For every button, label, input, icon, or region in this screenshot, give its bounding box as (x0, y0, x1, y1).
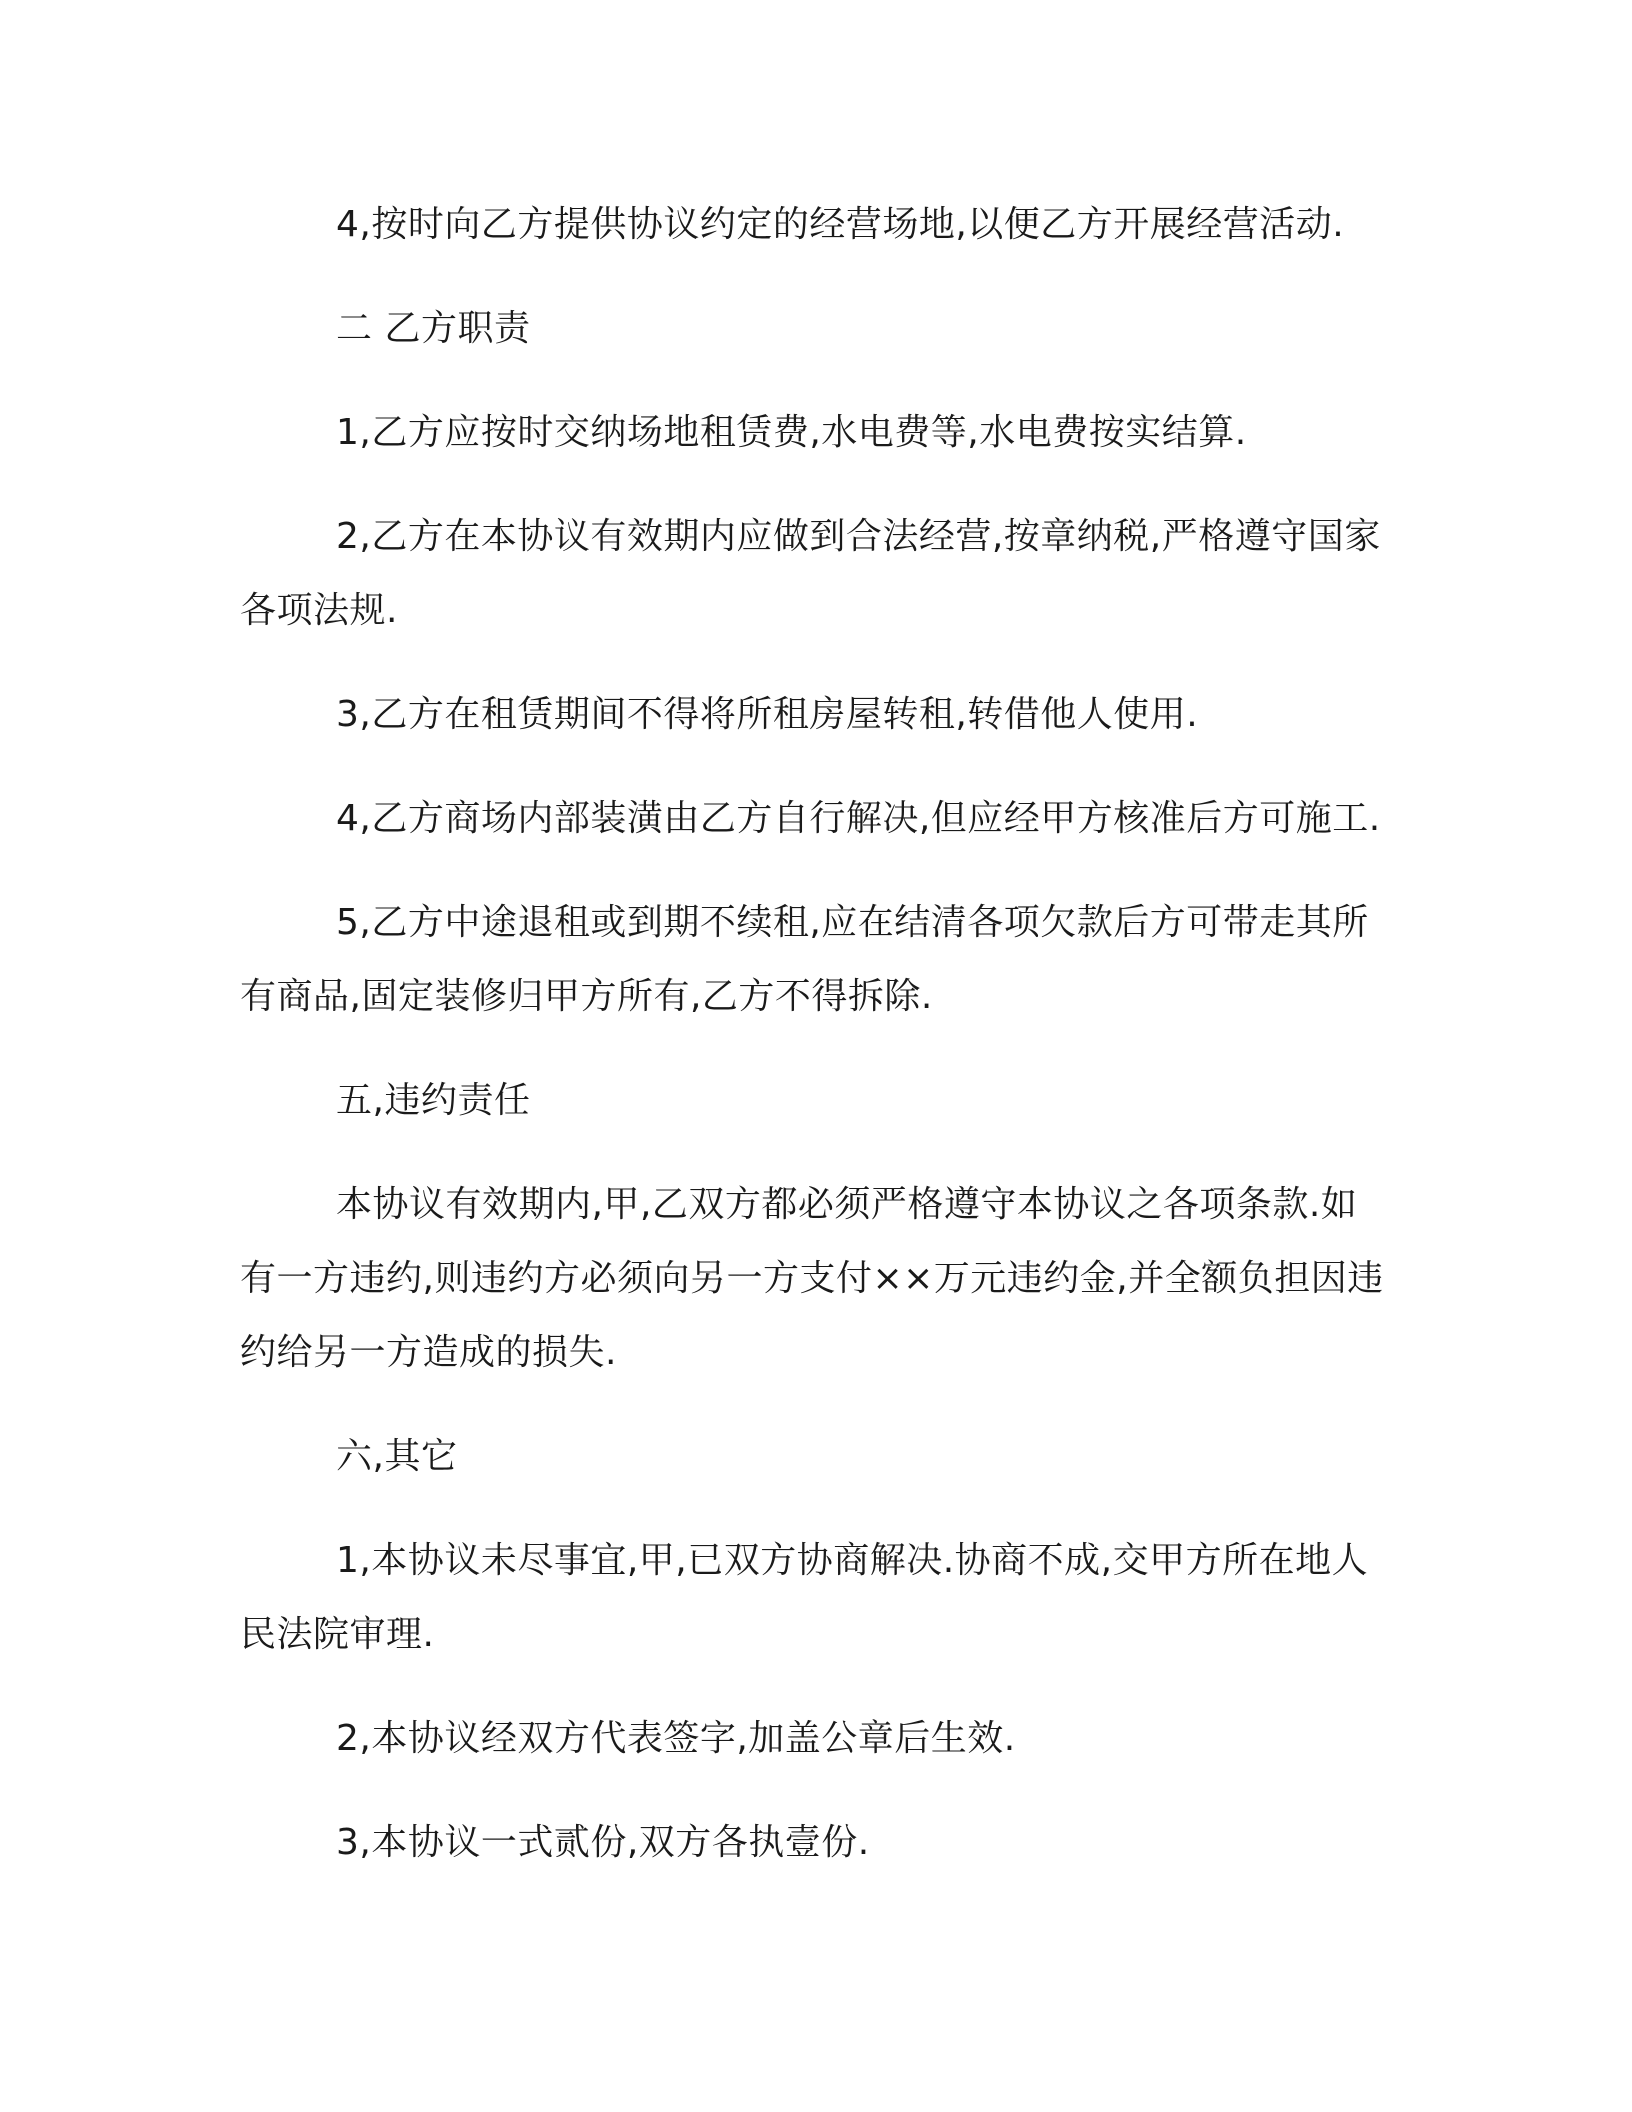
clause-b4: 4,乙方商场内部装潢由乙方自行解决,但应经甲方核准后方可施工. (336, 798, 1381, 839)
section-heading-party-b-duties: 二 乙方职责 (336, 308, 531, 349)
clause-breach: 本协议有效期内,甲,乙双方都必须严格遵守本协议之各项条款.如有一方违约,则违约方必须向另一方支付××万元违约金,并全额负担因违约给另一方造成的损失. (240, 1184, 1384, 1373)
clause-b3: 3,乙方在租赁期间不得将所租房屋转租,转借他人使用. (336, 694, 1199, 735)
clause-other-1: 1,本协议未尽事宜,甲,已双方协商解决.协商不成,交甲方所在地人民法院审理. (240, 1540, 1369, 1655)
section-heading-breach: 五,违约责任 (336, 1080, 531, 1121)
clause-b5: 5,乙方中途退租或到期不续租,应在结清各项欠款后方可带走其所有商品,固定装修归甲方所有,乙方不得拆除. (240, 902, 1369, 1017)
clause-other-3: 3,本协议一式贰份,双方各执壹份. (336, 1822, 870, 1863)
clause-other-2: 2,本协议经双方代表签字,加盖公章后生效. (336, 1718, 1016, 1759)
clause-b1: 1,乙方应按时交纳场地租赁费,水电费等,水电费按实结算. (336, 412, 1247, 453)
clause-a4: 4,按时向乙方提供协议约定的经营场地,以便乙方开展经营活动. (336, 204, 1345, 245)
document-body (240, 188, 1390, 1910)
clause-b2: 2,乙方在本协议有效期内应做到合法经营,按章纳税,严格遵守国家各项法规. (240, 516, 1381, 631)
section-heading-other: 六,其它 (336, 1436, 458, 1477)
